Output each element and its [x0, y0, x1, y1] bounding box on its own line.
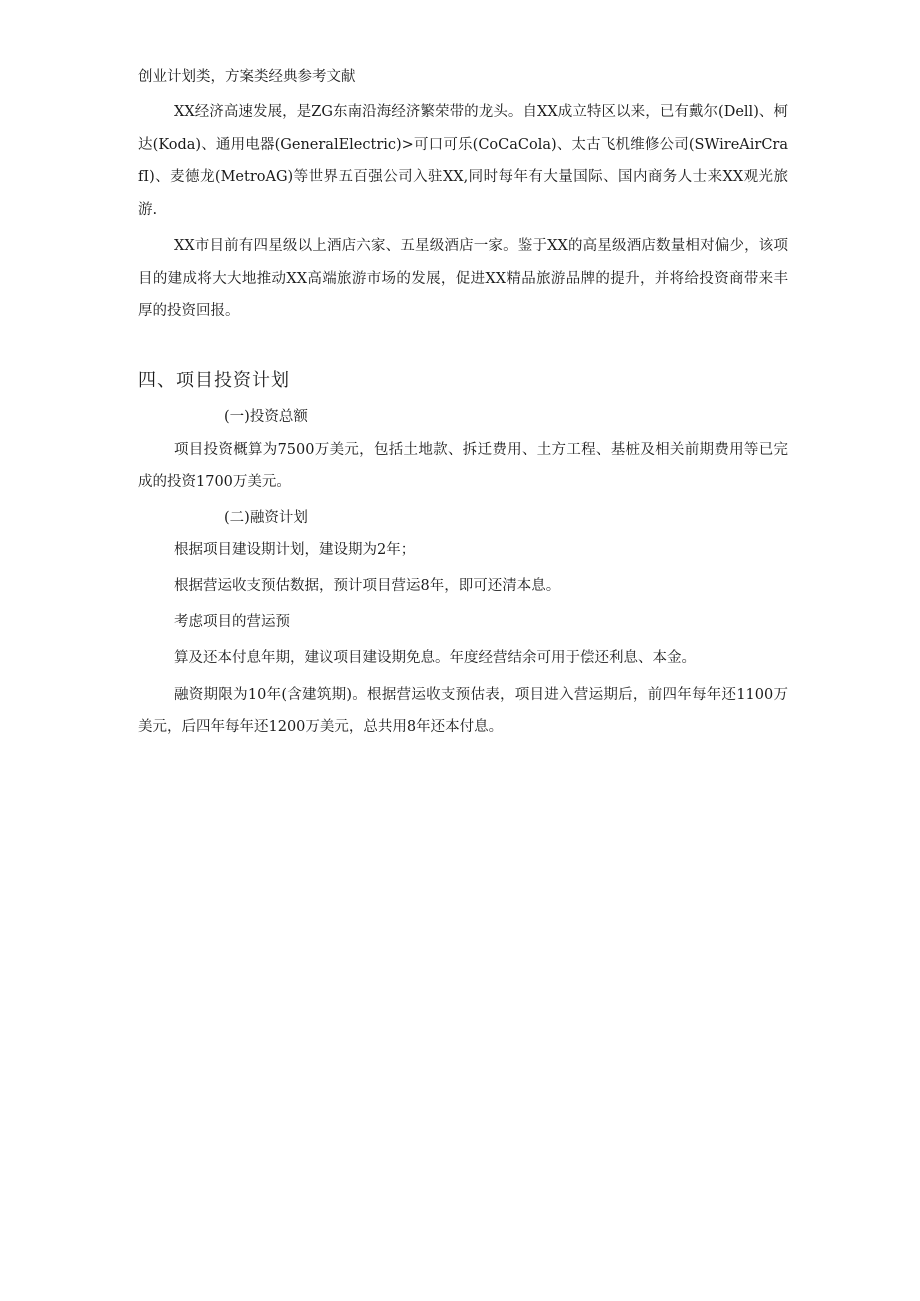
section-title: 四、项目投资计划 [138, 369, 290, 391]
subsection-heading-financing: (二)融资计划 [224, 509, 308, 526]
intro-paragraph-1: XX经济高速发展，是ZG东南沿海经济繁荣带的龙头。自XX成立特区以来，已有戴尔(Dell)、柯达(Koda)、通用电器(GeneralElectric)>可口可乐(CoCaCola)、太古飞机维修公司(SWireAirCrafI)、麦德龙(MetroAG)等世界五百强公司入驻XX,同时每年有大量国际、国内商务人士来XX观光旅游. [138, 104, 788, 218]
document-page [138, 62, 788, 748]
financing-line-2: 根据营运收支预估数据，预计项目营运8年，即可还清本息。 [174, 577, 561, 594]
financing-paragraph: 融资期限为10年(含建筑期)。根据营运收支预估表，项目进入营运期后，前四年每年还1100万美元，后四年每年还1200万美元，总共用8年还本付息。 [138, 686, 788, 735]
subsection-heading-investment: (一)投资总额 [224, 408, 308, 425]
financing-line-3: 考虑项目的营运预 [174, 613, 290, 630]
investment-paragraph: 项目投资概算为7500万美元，包括土地款、拆迁费用、土方工程、基桩及相关前期费用等已完成的投资1700万美元。 [138, 441, 788, 490]
intro-paragraph-2: XX市目前有四星级以上酒店六家、五星级酒店一家。鉴于XX的高星级酒店数量相对偏少，该项目的建成将大大地推动XX高端旅游市场的发展，促进XX精品旅游品牌的提升，并将给投资商带来丰厚的投资回报。 [138, 238, 788, 319]
financing-line-4: 算及还本付息年期，建议项目建设期免息。年度经营结余可用于偿还利息、本金。 [174, 649, 696, 666]
document-header: 创业计划类，方案类经典参考文献 [138, 69, 356, 85]
financing-line-1: 根据项目建设期计划，建设期为2年； [174, 541, 416, 558]
